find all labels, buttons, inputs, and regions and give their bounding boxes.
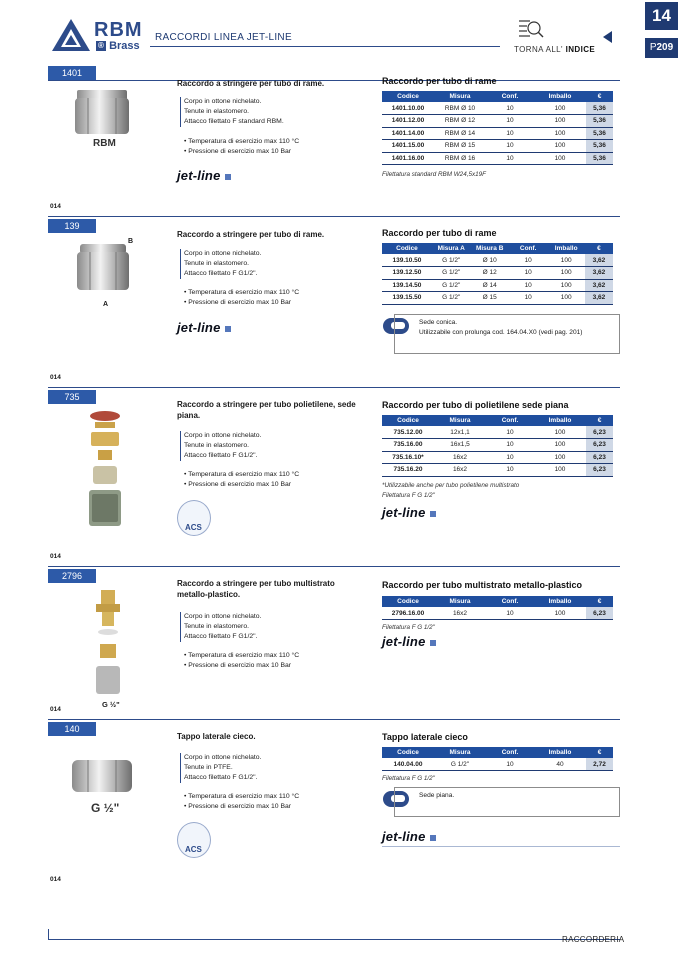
chapter-number: 14 xyxy=(645,2,678,30)
product-title: Raccordo a stringere per tubo di rame. xyxy=(177,79,325,88)
product-description: Corpo in ottone nichelato. Tenute in elastomero. Attacco filettato F standard RBM. xyxy=(180,97,284,127)
jet-line-logo: jet-line xyxy=(382,634,436,649)
product-specs: • Temperatura di esercizio max 110 °C • Pressione di esercizio max 10 Bar xyxy=(184,470,299,490)
table-row: 1401.10.00 RBM Ø 10 10 100 5,36 xyxy=(382,102,613,115)
table-row: 1401.12.00 RBM Ø 12 10 100 5,36 xyxy=(382,115,613,128)
info-box: Sede piana. xyxy=(394,787,620,817)
table-note: *Utilizzabile anche per tubo polietilene multistrato xyxy=(382,482,520,489)
section-code: 014 xyxy=(50,706,61,713)
table-note: Filettatura F G 1/2" xyxy=(382,492,435,499)
price-table-139: Codice Misura A Misura B Conf. Imballo € 139.10.50 G 1/2" Ø 10 10 100 3,62 139.12.50 G 1/2" Ø 12 10 100 3,62 139.14.50 G 1/2" Ø 14 10 100 3,62 139.15.50 G 1/2" Ø 15 10 100 3,62 xyxy=(382,243,613,305)
product-image-label: G ½" xyxy=(91,801,120,815)
table-row: 735.16.10* 16x2 10 100 6,23 xyxy=(382,451,613,464)
jet-line-logo: jet-line xyxy=(177,320,231,335)
back-arrow-icon[interactable] xyxy=(603,31,612,43)
table-title: Raccordo per tubo di rame xyxy=(382,228,497,238)
product-specs: • Temperatura di esercizio max 110 °C • Pressione di esercizio max 10 Bar xyxy=(184,651,299,671)
index-icon[interactable] xyxy=(516,16,546,42)
brand-name: RBM xyxy=(94,19,143,41)
footer-section-name: RACCORDERIA xyxy=(562,935,625,944)
jet-line-logo: jet-line xyxy=(177,168,231,183)
section-divider xyxy=(382,846,620,847)
price-table-2796: Codice Misura Conf. Imballo € 2796.16.00 16x2 10 100 6,23 xyxy=(382,596,613,620)
table-note: Filettatura standard RBM W24,5x19F xyxy=(382,171,486,178)
product-image-label: G ½" xyxy=(102,700,120,709)
table-title: Raccordo per tubo di polietilene sede piana xyxy=(382,400,569,410)
price-table-1401: Codice Misura Conf. Imballo € 1401.10.00 RBM Ø 10 10 100 5,36 1401.12.00 RBM Ø 12 10 100 5,36 1401.14.00 RBM Ø 14 10 100 5,36 1401.15.00 RBM Ø 15 10 100 5,36 1401.16.00 RBM Ø 16 10 100 5,36 xyxy=(382,91,613,165)
table-note: Filettatura F G 1/2" xyxy=(382,624,435,631)
product-title: Raccordo a stringere per tubo polietilene, sede piana. xyxy=(177,400,356,420)
price-table-140: Codice Misura Conf. Imballo € 140.04.00 G 1/2" 10 40 2,72 xyxy=(382,747,613,771)
section-tag-735: 735 xyxy=(48,390,96,404)
table-row: 139.15.50 G 1/2" Ø 15 10 100 3,62 xyxy=(382,292,613,305)
product-title: Tappo laterale cieco. xyxy=(177,732,256,741)
table-row: 735.16.20 16x2 10 100 6,23 xyxy=(382,464,613,477)
product-specs: • Temperatura di esercizio max 110 °C • Pressione di esercizio max 10 Bar xyxy=(184,137,299,157)
back-to-index-link[interactable]: TORNA ALL' INDICE xyxy=(514,45,596,54)
table-title: Tappo laterale cieco xyxy=(382,732,468,742)
section-code: 014 xyxy=(50,876,61,883)
table-row: 1401.16.00 RBM Ø 16 10 100 5,36 xyxy=(382,152,613,165)
section-divider xyxy=(48,216,620,217)
section-code: 014 xyxy=(50,203,61,210)
section-divider xyxy=(48,387,620,388)
acs-certification-badge: ACS xyxy=(177,822,211,858)
product-image-139 xyxy=(72,242,134,294)
table-row: 139.14.50 G 1/2" Ø 14 10 100 3,62 xyxy=(382,279,613,292)
table-title: Raccordo per tubo di rame xyxy=(382,76,497,86)
table-row: 1401.15.00 RBM Ø 15 10 100 5,36 xyxy=(382,140,613,153)
header-divider xyxy=(150,46,500,47)
product-image-735 xyxy=(86,410,124,532)
table-title: Raccordo per tubo multistrato metallo-plastico xyxy=(382,580,583,590)
acs-certification-badge: ACS xyxy=(177,500,211,536)
product-image-label: RBM xyxy=(93,138,116,149)
info-box: Sede conica. Utilizzabile con prolunga cod. 164.04.X0 (vedi pag. 201) xyxy=(394,314,620,354)
section-code: 014 xyxy=(50,553,61,560)
section-divider xyxy=(48,719,620,720)
section-tag-140: 140 xyxy=(48,722,96,736)
jet-line-logo: jet-line xyxy=(382,829,436,844)
rbm-logo-mark xyxy=(50,18,92,52)
brand-sub: ® Brass xyxy=(96,40,140,52)
product-title: Raccordo a stringere per tubo di rame. xyxy=(177,230,325,239)
product-description: Corpo in ottone nichelato. Tenute in elastomero. Attacco filettato F G1/2". xyxy=(180,249,261,279)
table-note: Filettatura F G 1/2" xyxy=(382,775,435,782)
jet-line-logo: jet-line xyxy=(382,505,436,520)
product-description: Corpo in ottone nichelato. Tenute in elastomero. Attacco filettato F G1/2". xyxy=(180,431,261,461)
product-description: Corpo in ottone nichelato. Tenute in elastomero. Attacco filettato F G1/2". xyxy=(180,612,261,642)
table-row: 735.16.00 16x1,5 10 100 6,23 xyxy=(382,439,613,452)
price-table-735: Codice Misura Conf. Imballo € 735.12.00 12x1,1 10 100 6,23 735.16.00 16x1,5 10 100 6,23 735.16.10* 16x2 10 100 6,23 735.16.20 16x2 10 100 6,23 xyxy=(382,415,613,477)
dimension-label-a: A xyxy=(103,301,109,308)
product-title: Raccordo a stringere per tubo multistrato metallo-plastico. xyxy=(177,579,335,599)
section-tag-1401: 1401 xyxy=(48,66,96,80)
footer-divider xyxy=(48,939,620,940)
page-number: P209 xyxy=(645,38,678,58)
section-divider xyxy=(48,566,620,567)
product-description: Corpo in ottone nichelato. Tenute in PTFE. Attacco filettato F G1/2". xyxy=(180,753,261,783)
section-tag-139: 139 xyxy=(48,219,96,233)
product-image-2796 xyxy=(93,590,123,700)
dimension-label-b: B xyxy=(128,238,134,245)
product-image-140 xyxy=(68,756,136,796)
table-row: 1401.14.00 RBM Ø 14 10 100 5,36 xyxy=(382,127,613,140)
table-row: 2796.16.00 16x2 10 100 6,23 xyxy=(382,607,613,620)
page-title: RACCORDI LINEA JET-LINE xyxy=(155,32,292,43)
product-specs: • Temperatura di esercizio max 110 °C • Pressione di esercizio max 10 Bar xyxy=(184,288,299,308)
section-tag-2796: 2796 xyxy=(48,569,96,583)
table-row: 139.12.50 G 1/2" Ø 12 10 100 3,62 xyxy=(382,267,613,280)
table-row: 140.04.00 G 1/2" 10 40 2,72 xyxy=(382,758,613,771)
table-row: 139.10.50 G 1/2" Ø 10 10 100 3,62 xyxy=(382,254,613,267)
table-row: 735.12.00 12x1,1 10 100 6,23 xyxy=(382,426,613,439)
product-specs: • Temperatura di esercizio max 110 °C • Pressione di esercizio max 10 Bar xyxy=(184,792,299,812)
section-code: 014 xyxy=(50,374,61,381)
